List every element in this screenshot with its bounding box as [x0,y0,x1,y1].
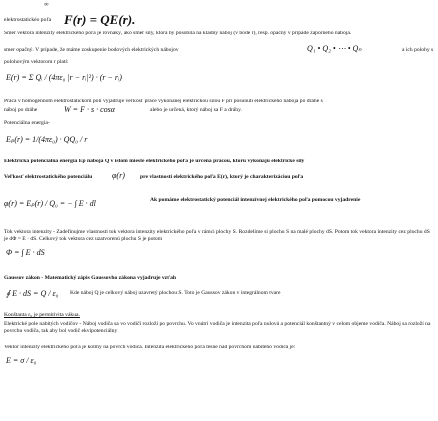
paragraph-flux: Tok vektora intenzity - Zadefinujme vlastnosti tok vektora intenzity elektrického poľa v rámci plochy S. Rozdelíme si plochu S na malé plochy dS. Potom tok vektora intenzity cez plochu dS je dΦ = E · dS. Celkový tok vektora cez uzatvorenú plochu S je potom [4,229,430,242]
heading-potential-energy: Potenciálna energia- [4,120,50,126]
paragraph-charges-end: a ich polohy s [402,47,434,53]
line-permittivity: Konštanta ε₀ je permitivita vákua. [4,312,80,318]
line-work-path: náboj po dráhe [4,107,38,113]
formula-charges: Q₁ • Q₂ • ⋯ • Qₙ [307,44,362,53]
line-electric-force-label: elektrostatickéo poľa [4,17,52,23]
formula-superposition: E(r) = Σ Qᵢ / (4πε₀ |r − rᵢ|²) · (r − rᵢ) [6,73,122,82]
line-potential-label: Veľkosť elektrostatického potenciálu [4,174,93,180]
paragraph-work: Práca v homogénnom elektrostatickom poli vyjadruje veľkosť práce vykonanej elektrickou silou F pri posunutí elektrického náboja po dráhe s [4,99,323,104]
paragraph-potential-energy: Elektrická potenciálna energia Ep náboja Q v istom mieste elektrického poľa je určená prácou, ktorú vykonajú elektrické sily [4,159,305,164]
formula-potential-energy: Eₚ(r) = 1/(4πε₀) · QQ₀ / r [6,135,88,144]
top-glyph: ∞ [44,1,49,8]
paragraph-charges: smer opačný. V prípade, že máme zoskupenie bodových elektrických nábojov [4,47,179,53]
paragraph-conductors: Elektrické pole nabitých vodičov - Náboj vodiča sa vo vodiči rozloží po povrchu. Vo vnútri vodiča je intenzita poľa nulová a potenciál konštantný v celom objeme vodiča. Náboj sa rozloží na povrchu vodiča, tak aby bol vodič ekvipotenciálny [4,321,431,334]
paragraph-conductor-field: Vektor intenzity elektrického poľa je kolmý na povrch vodiča. Intenzita elektrického poľa tesne nad povrchom nabitého vodiča je: [4,345,296,350]
paragraph-direction: Smer vektora intenzity elektrického poľa je rovnaký, ako smer sily, ktorá by pôsobila na kladný náboj (v bode r), resp. opačný v prípade záporného náboja. [4,31,352,36]
formula-potential: φ(r) = Eₚ(r) / Q₀ = − ∫ E · dl [4,199,96,208]
formula-gauss: ∮ E · dS = Q / ε₀ [6,289,59,298]
formula-potential-symbol: φ(r) [112,171,125,180]
heading-gauss-law: Gaussov zákon - Matematický zápis Gaussovho zákona vyjadruje vzťah [4,275,176,281]
formula-surface-field: E = σ / ε₀ [6,356,37,365]
formula-electric-force: F(r) = QE(r). [64,12,136,27]
line-potential-expression: Ak pomáme elektrostatický potenciál intenzívnej elektrického poľa pomocou vyjadrenie [150,197,361,203]
line-potential-end: pre vlastnosti elektrického poľa E(r), ktorý je charakterizáciou poľa [140,174,304,180]
formula-work: W = F · s · cosα [64,105,115,114]
line-work-end: alebo je určená, ktorý náboj sa F a dráhy. [150,107,242,113]
formula-flux: Φ = ∫ E · dS [6,248,45,257]
line-gauss-text: Kde náboj Q je celkový náboj uzavretý plochou S. Toto je Gaussov zákon v integrálnom tvare [70,290,281,296]
line-position-vector: polohovým vektorom r platí: [4,59,69,65]
